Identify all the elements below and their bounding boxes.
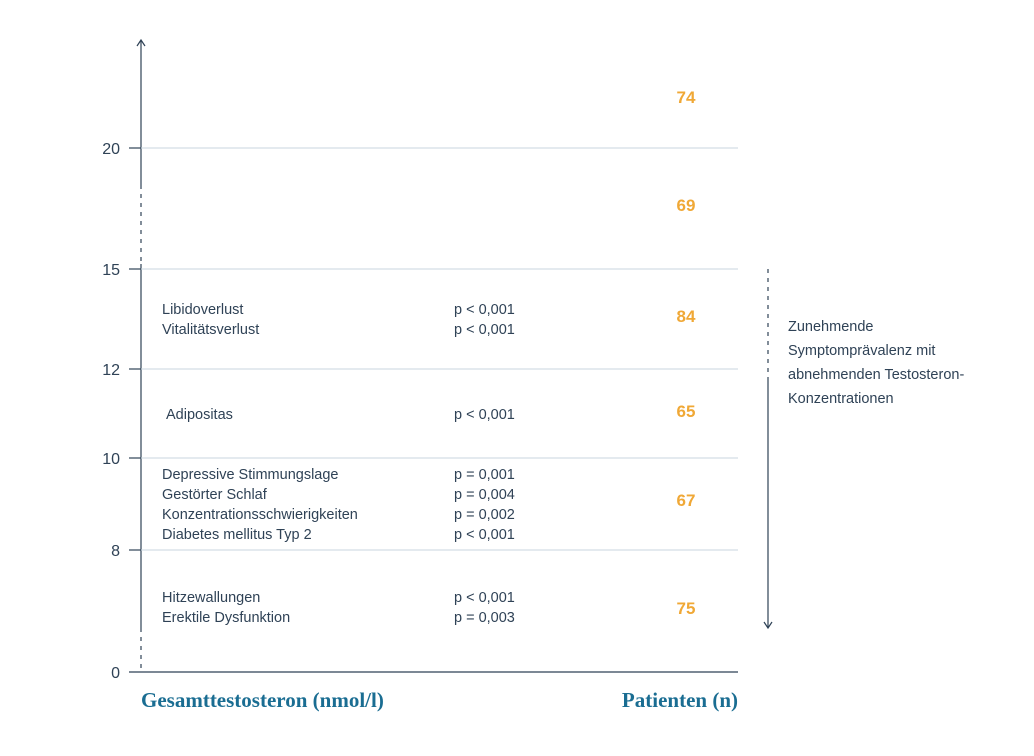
p-value-label: p = 0,001 (454, 467, 515, 483)
symptom-label: Libidoverlust (162, 302, 244, 318)
p-value-label: p = 0,003 (454, 610, 515, 626)
symptom-label: Diabetes mellitus Typ 2 (162, 527, 312, 543)
side-note-line: Konzentrationen (788, 391, 894, 407)
p-value-label: p < 0,001 (454, 322, 515, 338)
p-value-label: p < 0,001 (454, 527, 515, 543)
y-tick-label: 15 (102, 262, 120, 279)
p-value-label: p = 0,002 (454, 507, 515, 523)
y-tick-label: 12 (102, 362, 120, 379)
symptom-label: Hitzewallungen (162, 590, 261, 606)
patient-count: 67 (676, 491, 696, 510)
p-value-label: p = 0,004 (454, 487, 515, 503)
patient-count: 69 (676, 196, 696, 215)
symptom-label: Vitalitätsverlust (162, 322, 260, 338)
symptom-label: Erektile Dysfunktion (162, 610, 291, 626)
count-header: Patienten (n) (621, 688, 738, 712)
symptom-label: Konzentrationsschwierigkeiten (162, 507, 358, 523)
x-axis-title: Gesamttestosteron (nmol/l) (141, 688, 384, 712)
symptom-label: Gestörter Schlaf (162, 487, 267, 503)
side-note-line: Symptomprävalenz mit (788, 343, 936, 359)
patient-count: 75 (676, 599, 696, 618)
p-value-label: p < 0,001 (454, 590, 515, 606)
patient-count: 65 (676, 402, 696, 421)
p-value-label: p < 0,001 (454, 407, 515, 423)
y-tick-label: 8 (111, 543, 120, 560)
patient-count: 84 (676, 307, 696, 326)
y-tick-label: 20 (102, 141, 120, 158)
side-note-line: abnehmenden Testosteron- (788, 367, 965, 383)
patient-count: 74 (676, 88, 696, 107)
y-tick-label: 10 (102, 451, 120, 468)
symptom-label: Adipositas (166, 407, 233, 423)
side-note-line: Zunehmende (788, 319, 874, 335)
p-value-label: p < 0,001 (454, 302, 515, 318)
y-tick-label: 0 (111, 665, 120, 682)
symptom-label: Depressive Stimmungslage (162, 467, 339, 483)
